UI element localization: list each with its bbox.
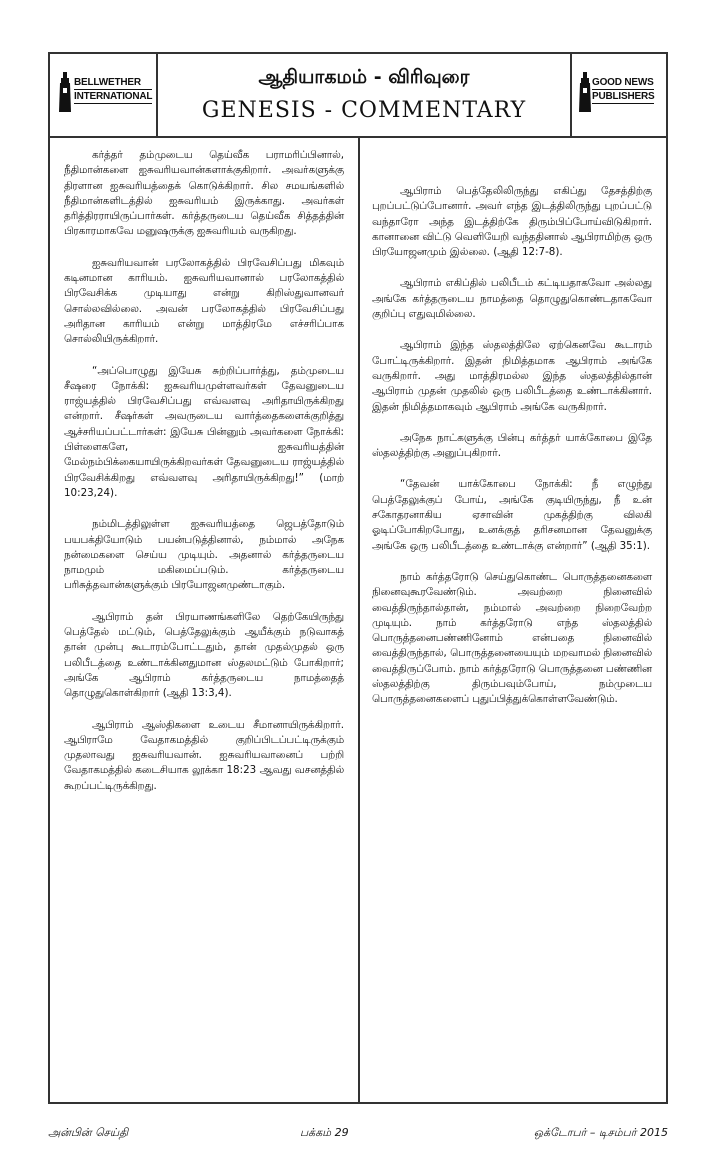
- paragraph: கர்த்தர் தம்முடைய தெய்வீக பராமரிப்பினால், நீதிமான்களை ஐசுவரியவான்களாக்குகிறார். அவர்களுக்கு திரளான ஐசுவரியத்தைக் கொடுக்கிறார். சில சமயங்களில் நீதிமான்களிடத்தில் ஐசுவரியம் இருக்காது. அவர்கள் தரித்திரராயிருப்பார்கள். கர்த்தருடைய தெய்வீக சித்தத்தின் பிரகாரமாகவே மனுஷருக்கு ஐசுவரியம் வருகிறது.: [64, 149, 344, 238]
- page-title-english: GENESIS - COMMENTARY: [201, 98, 527, 123]
- good-news-logo: [570, 54, 666, 136]
- bellwether-logo-text: [74, 76, 152, 104]
- paragraph: ஆபிராம் தன் பிரயாணங்களிலே தெற்கேயிருந்து பெத்தேல் மட்டும், பெத்தேலுக்கும் ஆயீக்கும் நடுவாகத் தான் முன்பு கூடாரம்போட்டதும், தான் முதல்முதல் ஒரு பலிபீடத்தை உண்டாக்கினதுமான ஸ்தலமட்டும் போகிறார்; அங்கே ஆபிராம் கர்த்தருடைய நாமத்தைத் தொழுதுகொள்கிறார் (ஆதி 13:3,4).: [64, 610, 344, 700]
- paragraph: “அப்பொழுது இயேசு சுற்றிப்பார்த்து, தம்முடைய சீஷரை நோக்கி: ஐசுவரியமுள்ளவர்கள் தேவனுடைய ராஜ்யத்தில் பிரவேசிப்பது எவ்வளவு அரிதாயிருக்கிறது என்றார். சீஷர்கள் அவருடைய வார்த்தைகளைக்குறித்து ஆச்சரியப்பட்டார்கள்: இயேசு பின்னும் அவர்களை நோக்கி: பிள்ளைகளே, ஐசுவரியத்தின் மேல்நம்பிக்கையாயிருக்கிறவர்கள் தேவனுடைய ராஜ்யத்தில் பிரவேசிக்கிறது எவ்வளவு அரிதாயிருக்கிறது!” (மாற் 10:23,24).: [64, 364, 344, 499]
- paragraph: அநேக நாட்களுக்கு பின்பு கர்த்தர் யாக்கோபை இதே ஸ்தலத்திற்கு அனுப்புகிறார்.: [372, 431, 652, 460]
- left-column: [64, 148, 344, 810]
- good-news-line-2: PUBLISHERS: [592, 91, 655, 102]
- bellwether-logo: [50, 54, 158, 136]
- footer-magazine-name: அன்பின் செய்தி: [48, 1126, 129, 1139]
- title-area: [158, 54, 570, 136]
- page-frame: [48, 52, 668, 1104]
- tower-icon: [58, 72, 72, 112]
- bellwether-line-1: BELLWETHER: [74, 76, 152, 90]
- paragraph: ஆபிராம் எகிப்தில் பலிபீடம் கட்டியதாகவோ அல்லது அங்கே கர்த்தருடைய நாமத்தை தொழுதுகொண்டதாகவோ குறிப்பு எதுவுமில்லை.: [372, 277, 652, 321]
- bellwether-line-2: INTERNATIONAL: [74, 91, 153, 102]
- paragraph: ஆபிராம் இந்த ஸ்தலத்திலே ஏற்கெனவே கூடாரம் போட்டிருக்கிறார். இதன் நிமித்தமாக ஆபிராம் அங்கே வருகிறார். அது மாத்திரமல்ல இந்த ஸ்தலத்தில்தான் ஆபிராம் முதன் முதலில் ஒரு பலிபீடத்தை உண்டாக்கினார். இதன் நிமித்தமாகவும் ஆபிராம் அங்கே வருகிறார்.: [372, 339, 652, 413]
- paragraph: “தேவன் யாக்கோபை நோக்கி: நீ எழுந்து பெத்தேலுக்குப் போய், அங்கே குடியிருந்து, நீ உன் சகோதரனாகிய ஏசாவின் முகத்திற்கு விலகி ஓடிப்போகிறபோது, உனக்குத் தரிசனமான தேவனுக்கு அங்கே ஒரு பலிபீடத்தை உண்டாக்கு என்றார்” (ஆதி 35:1).: [372, 478, 652, 552]
- paragraph: நம்மிடத்திலுள்ள ஐசுவரியத்தை ஜெபத்தோடும் பயபக்தியோடும் பயன்படுத்தினால், நம்மால் அநேக நன்மைகளை செய்ய முடியும். அதனால் கர்த்தருடைய நாமமும் மகிமைப்படும். கர்த்தருடைய பரிசுத்தவான்களுக்கும் பிரயோஜனமுண்டாகும்.: [64, 518, 344, 592]
- footer-page-number: பக்கம் 29: [300, 1126, 349, 1139]
- paragraph: ஆபிராம் பெத்தேலிலிருந்து எகிப்து தேசத்திற்கு புறப்பட்டுப்போனார். அவர் எந்த இடத்திலிருந்து புறப்பட்டு வந்தாரோ அந்த இடத்திற்கே திரும்பிப்போய்விடுகிறார். கானானை விட்டு வெளியேறி வந்ததினால் ஆபிராமிற்கு ஒரு பிரயோஜனமும் இல்லை. (ஆதி 12:7-8).: [372, 185, 652, 259]
- paragraph: நாம் கர்த்தரோடு செய்துகொண்ட பொருத்தனைகளை நினைவுகூரவேண்டும். அவற்றை நினைவில் வைத்திருந்தால்தான், நம்மால் அவற்றை நிறைவேற்ற முடியும். நாம் கர்த்தரோடு எந்த ஸ்தலத்தில் பொருத்தனைபண்ணினோம் என்பதை நினைவில் வைத்திருந்தால், பொருத்தனையையும் மறவாமல் நினைவில் வைத்திருப்போம். நாம் கர்த்தரோடு பொருத்தனை பண்ணின ஸ்தலத்திற்கு திரும்பவும்போய், நம்முடைய பொருத்தனைகளைப் புதுப்பித்துக்கொள்ளவேண்டும்.: [372, 570, 652, 706]
- column-divider: [358, 138, 360, 1102]
- tower-icon: [578, 72, 592, 112]
- page-title-tamil: ஆதியாகமம் - விரிவுரை: [258, 66, 470, 88]
- page-footer: [48, 1126, 668, 1146]
- paragraph: ஐசுவரியவான் பரலோகத்தில் பிரவேசிப்பது மிகவும் கடினமான காரியம். ஐசுவரியவானால் பரலோகத்தில் பிரவேசிக்க முடியாது என்று கிறிஸ்துவானவர் சொல்லவில்லை. அவன் பரலோகத்தில் பிரவேசிப்பது அரிதான காரியம் என்று மாத்திரமே எச்சரிப்பாக சொல்லியிருக்கிறார்.: [64, 256, 344, 346]
- paragraph: ஆபிராம் ஆஸ்திகளை உடைய சீமானாயிருக்கிறார். ஆபிராமே வேதாகமத்தில் குறிப்பிடப்பட்டிருக்கும் முதலாவது ஐசுவரியவான். ஐசுவரியவானைப் பற்றி வேதாகமத்தில் கடைசியாக லூக்கா 18:23 ஆவது வசனத்தில் கூறப்பட்டிருக்கிறது.: [64, 718, 344, 792]
- footer-issue-date: ஒக்டோபர் – டிசம்பர் 2015: [533, 1126, 668, 1139]
- good-news-logo-text: [592, 76, 654, 104]
- good-news-line-1: GOOD NEWS: [592, 77, 654, 88]
- right-column: [372, 148, 652, 724]
- page-header: [50, 54, 666, 138]
